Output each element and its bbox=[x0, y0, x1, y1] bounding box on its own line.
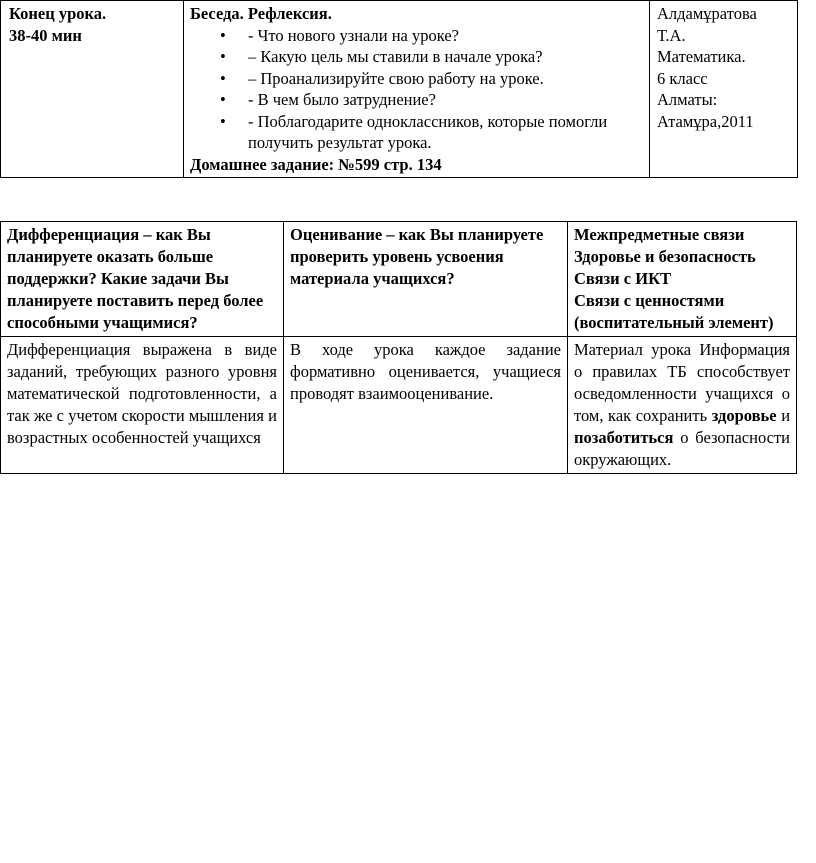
resources-cell bbox=[650, 1, 798, 178]
table-row bbox=[1, 337, 797, 474]
activity-title: Беседа. Рефлексия. bbox=[190, 4, 332, 23]
lesson-end-table bbox=[0, 0, 798, 178]
planning-table bbox=[0, 221, 797, 474]
bullet-icon: • bbox=[220, 68, 226, 88]
list-item bbox=[190, 89, 645, 111]
cross-curricular-header bbox=[568, 222, 797, 337]
lesson-stage-cell bbox=[1, 1, 184, 178]
resource-line: Математика. bbox=[657, 47, 746, 66]
header-line: Связи с ценностями (воспитательный элемент) bbox=[574, 291, 774, 332]
assessment-text: В ходе урока каждое задание формативно оценивается, учащиеся проводят взаимооценивание. bbox=[284, 337, 568, 474]
resource-line: Алдамұратова bbox=[657, 4, 757, 23]
table-row bbox=[1, 1, 798, 178]
question-list bbox=[190, 25, 645, 154]
activity-cell bbox=[184, 1, 650, 178]
header-row bbox=[1, 222, 797, 337]
differentiation-header: Дифференциация – как Вы планируете оказать больше поддержки? Какие задачи Вы планируете поставить перед более способными учащимися? bbox=[1, 222, 284, 337]
text-part: о безопасности окружающих. bbox=[574, 428, 790, 469]
resource-line: Т.А. bbox=[657, 25, 686, 45]
list-item-text: – Проанализируйте свою работу на уроке. bbox=[248, 68, 544, 88]
list-item bbox=[190, 111, 645, 154]
homework-text: Домашнее задание: №599 стр. 134 bbox=[190, 154, 442, 174]
bullet-icon: • bbox=[220, 111, 226, 131]
bold-word-health: здоровье bbox=[711, 406, 777, 425]
list-item-text: – Какую цель мы ставили в начале урока? bbox=[248, 47, 543, 66]
header-line: Связи с ИКТ bbox=[574, 269, 672, 288]
header-line: Межпредметные связи bbox=[574, 225, 745, 244]
differentiation-text: Дифференциация выражена в виде заданий, требующих разного уровня математической подготовленности, а так же с учетом скорости мышления и возрастных особенностей учащихся bbox=[1, 337, 284, 474]
stage-title: Конец урока. bbox=[9, 4, 107, 23]
list-item bbox=[190, 25, 645, 47]
bullet-icon: • bbox=[220, 25, 226, 45]
assessment-header: Оценивание – как Вы планируете проверить уровень усвоения материала учащихся? bbox=[284, 222, 568, 337]
list-item-text: - В чем было затруднение? bbox=[248, 90, 436, 109]
resource-line: Алматы: bbox=[657, 90, 718, 109]
bullet-icon: • bbox=[220, 90, 226, 109]
header-line: Здоровье и безопасность bbox=[574, 247, 756, 266]
text-part: и bbox=[781, 406, 791, 425]
list-item bbox=[190, 46, 645, 68]
stage-time: 38-40 мин bbox=[9, 25, 82, 45]
resource-line: 6 класс bbox=[657, 68, 708, 88]
resource-line: Атамұра,2011 bbox=[657, 111, 754, 131]
cross-curricular-text bbox=[568, 337, 797, 474]
list-item-text: - Поблагодарите одноклассников, которые помогли получить результат урока. bbox=[248, 111, 608, 152]
list-item-text: - Что нового узнали на уроке? bbox=[248, 25, 459, 45]
text-part: Материал урока Информация о правилах ТБ способствует осведомленности учащихся о том, как сохранить bbox=[574, 340, 790, 425]
bold-word-care: позаботиться bbox=[574, 428, 674, 447]
list-item bbox=[190, 68, 645, 90]
bullet-icon: • bbox=[220, 47, 226, 66]
